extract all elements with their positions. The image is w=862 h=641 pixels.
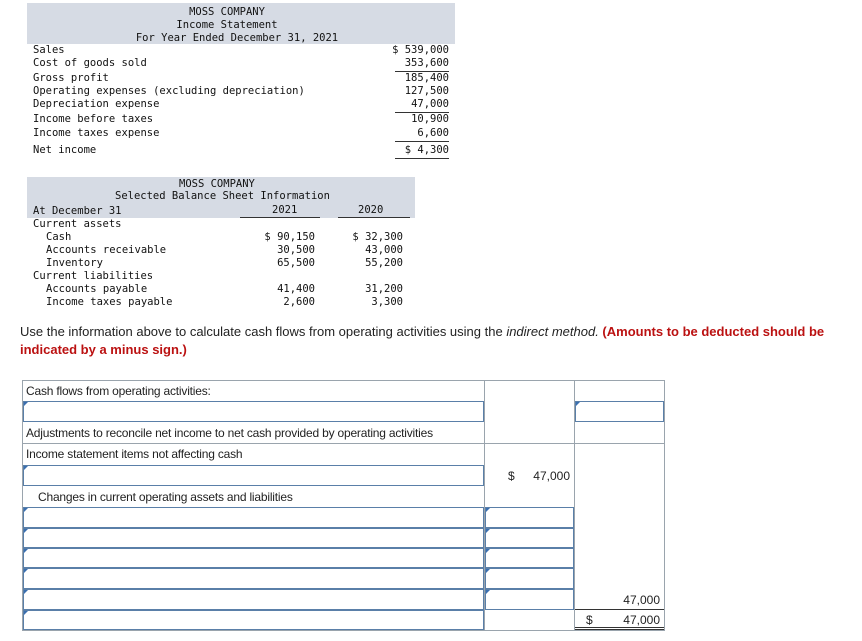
is-label-depreciation: Depreciation expense — [33, 98, 160, 110]
ws-input-marker — [486, 549, 490, 553]
ws-input-marker — [24, 590, 28, 594]
is-amount-sales: $ 539,000 — [392, 44, 449, 56]
ws-label-input-depreciation[interactable] — [23, 465, 484, 486]
is-title: Income Statement — [176, 19, 278, 31]
income-statement-header — [27, 3, 455, 44]
ws-input-marker — [486, 508, 490, 512]
ws-input-marker — [24, 569, 28, 573]
bs-current-liabilities-label: Current liabilities — [33, 270, 154, 282]
bs-current-assets-label: Current assets — [33, 218, 122, 230]
ws-label-input-change1[interactable] — [23, 507, 484, 528]
is-period: For Year Ended December 31, 2021 — [135, 32, 339, 44]
ws-label-input-change2[interactable] — [23, 528, 484, 548]
is-amount-cogs: 353,600 — [404, 57, 449, 69]
is-company: MOSS COMPANY — [189, 6, 265, 18]
ws-amount1-input-change3[interactable] — [485, 548, 574, 568]
is-amount-depreciation: 47,000 — [411, 98, 449, 110]
ws-noncash-label: Income statement items not affecting cash — [26, 447, 243, 461]
bs-date-label: At December 31 — [33, 205, 122, 217]
is-label-sales: Sales — [33, 44, 65, 56]
bs-ar-2020: 43,000 — [365, 244, 403, 256]
instructions-note: (Amounts to be deducted should be indicated by a minus sign.) — [20, 324, 825, 357]
bs-inventory-2020: 55,200 — [365, 257, 403, 269]
is-label-cogs: Cost of goods sold — [33, 57, 147, 69]
bs-title: Selected Balance Sheet Information — [115, 190, 330, 202]
bs-ar-2021: 30,500 — [277, 244, 315, 256]
bs-cash-2020: $ 32,300 — [352, 231, 403, 243]
bs-label-ar: Accounts receivable — [46, 244, 167, 256]
ws-total-top-border — [575, 609, 664, 610]
ws-input-marker — [24, 466, 28, 470]
ws-input-marker — [576, 402, 580, 406]
income-statement-body — [27, 44, 455, 160]
bs-label-itp: Income taxes payable — [46, 296, 173, 308]
instructions — [20, 323, 850, 359]
instructions-method: indirect method. — [506, 324, 599, 339]
bs-col-2020-underline — [338, 217, 410, 218]
bs-col-2021: 2021 — [272, 204, 298, 216]
ws-label-input-change5[interactable] — [23, 589, 484, 610]
ws-input-marker — [24, 508, 28, 512]
is-label-income-before-taxes: Income before taxes — [33, 113, 154, 125]
ws-input-marker — [24, 402, 28, 406]
ws-header: Cash flows from operating activities: — [26, 384, 211, 398]
ws-adjustments-label: Adjustments to reconcile net income to net cash provided by operating activities — [26, 426, 433, 440]
ws-label-input-row1[interactable] — [23, 401, 484, 422]
is-label-opex: Operating expenses (excluding depreciation) — [33, 85, 305, 97]
is-double-underline — [395, 158, 449, 159]
ws-amount1-input-change5[interactable] — [485, 589, 574, 610]
ws-amount1-input-change4[interactable] — [485, 568, 574, 589]
ws-total-currency: $ — [586, 613, 593, 627]
is-amount-income-taxes: 6,600 — [417, 127, 449, 139]
ws-input-marker — [24, 611, 28, 615]
ws-depreciation-currency: $ — [508, 469, 515, 483]
bs-col-2021-underline — [240, 217, 320, 218]
bs-label-inventory: Inventory — [46, 257, 103, 269]
ws-amount1-input-change1[interactable] — [485, 507, 574, 528]
ws-changes-label: Changes in current operating assets and liabilities — [38, 490, 293, 504]
balance-sheet-header — [27, 177, 415, 218]
ws-total-double-underline — [575, 627, 664, 630]
bs-itp-2021: 2,600 — [283, 296, 315, 308]
ws-input-marker — [486, 529, 490, 533]
is-label-net-income: Net income — [33, 144, 97, 156]
bs-col-2020: 2020 — [358, 204, 384, 216]
instructions-text: Use the information above to calculate cash flows from operating activities using the — [20, 324, 507, 339]
ws-depreciation-amount: 47,000 — [533, 469, 570, 483]
ws-input-marker — [486, 569, 490, 573]
bs-label-ap: Accounts payable — [46, 283, 148, 295]
ws-input-marker — [486, 590, 490, 594]
is-amount-gross-profit: 185,400 — [404, 72, 449, 84]
is-amount-income-before-taxes: 10,900 — [411, 113, 449, 125]
is-amount-opex: 127,500 — [404, 85, 449, 97]
ws-input-marker — [24, 529, 28, 533]
bs-label-cash: Cash — [46, 231, 72, 243]
ws-adjustments-subtotal: 47,000 — [623, 593, 660, 607]
ws-label-input-change4[interactable] — [23, 568, 484, 589]
ws-amount2-input-row1[interactable] — [575, 401, 664, 422]
bs-ap-2020: 31,200 — [365, 283, 403, 295]
is-label-income-taxes: Income taxes expense — [33, 127, 160, 139]
bs-company: MOSS COMPANY — [179, 178, 255, 190]
bs-inventory-2021: 65,500 — [277, 257, 315, 269]
bs-ap-2021: 41,400 — [277, 283, 315, 295]
ws-amount1-input-change2[interactable] — [485, 528, 574, 548]
ws-label-input-change3[interactable] — [23, 548, 484, 568]
ws-row-divider — [22, 443, 665, 444]
is-underline — [395, 141, 449, 142]
is-amount-net-income: $ 4,300 — [404, 144, 449, 156]
is-label-gross-profit: Gross profit — [33, 72, 109, 84]
bs-cash-2021: $ 90,150 — [264, 231, 315, 243]
bs-itp-2020: 3,300 — [371, 296, 403, 308]
ws-label-input-total[interactable] — [23, 610, 484, 630]
ws-net-cash-total: 47,000 — [623, 613, 660, 627]
ws-input-marker — [24, 549, 28, 553]
